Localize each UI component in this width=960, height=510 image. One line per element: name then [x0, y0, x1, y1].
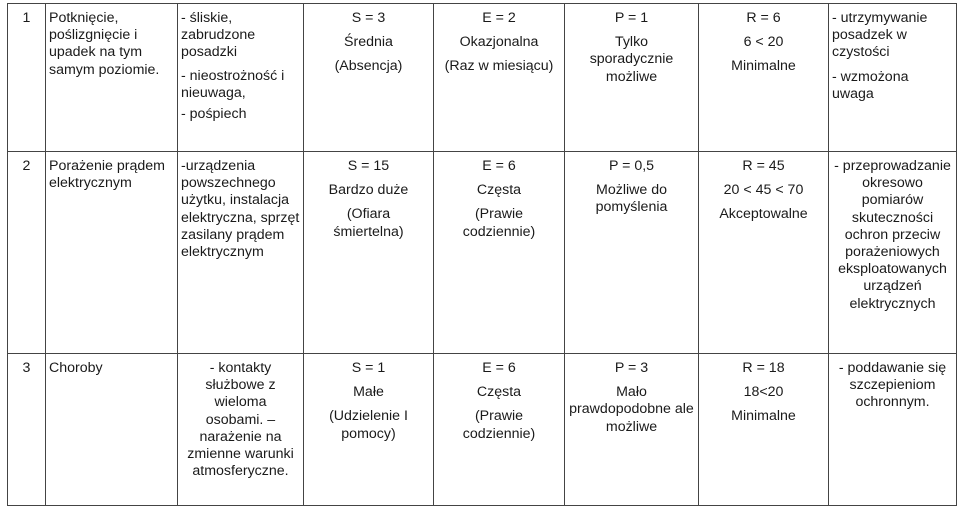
risk-cell: R = 6 6 < 20 Minimalne	[699, 4, 829, 152]
risk-cell: R = 18 18<20 Minimalne	[699, 354, 829, 506]
hazard-cell: Choroby	[46, 354, 178, 506]
probability-cell: P = 1 Tylko sporadycznie możliwe	[565, 4, 699, 152]
table-row	[8, 4, 957, 152]
risk-assessment-table	[7, 3, 957, 506]
severity-cell: S = 15 Bardzo duże (Ofiara śmiertelna)	[304, 152, 434, 354]
hazard-source-cell: -urządzenia powszechnego użytku, instalacja elektryczna, sprzęt zasilany prądem elektrycznym	[178, 152, 304, 354]
preventive-measures-cell: - utrzymywanie posadzek w czystości - wzmożona uwaga	[829, 4, 957, 152]
preventive-measures-cell: - poddawanie się szczepieniom ochronnym.	[829, 354, 957, 506]
table-row	[8, 152, 957, 354]
hazard-cell: Potknięcie, poślizgnięcie i upadek na tym samym poziomie.	[46, 4, 178, 152]
hazard-source-cell: - kontakty służbowe z wieloma osobami. – narażenie na zmienne warunki atmosferyczne.	[178, 354, 304, 506]
hazard-source-cell: - śliskie, zabrudzone posadzki - nieostrożność i nieuwaga, - pośpiech	[178, 4, 304, 152]
row-number: 3	[8, 354, 46, 506]
probability-cell: P = 0,5 Możliwe do pomyślenia	[565, 152, 699, 354]
table-row	[8, 354, 957, 506]
probability-cell: P = 3 Mało prawdopodobne ale możliwe	[565, 354, 699, 506]
preventive-measures-cell: - przeprowadzanie okresowo pomiarów skuteczności ochron przeciw porażeniowych eksploatowanych urządzeń elektrycznych	[829, 152, 957, 354]
severity-cell: S = 1 Małe (Udzielenie I pomocy)	[304, 354, 434, 506]
row-number: 1	[8, 4, 46, 152]
exposure-cell: E = 2 Okazjonalna (Raz w miesiącu)	[434, 4, 565, 152]
exposure-cell: E = 6 Częsta (Prawie codziennie)	[434, 354, 565, 506]
hazard-cell: Porażenie prądem elektrycznym	[46, 152, 178, 354]
row-number: 2	[8, 152, 46, 354]
risk-cell: R = 45 20 < 45 < 70 Akceptowalne	[699, 152, 829, 354]
severity-cell: S = 3 Średnia (Absencja)	[304, 4, 434, 152]
exposure-cell: E = 6 Częsta (Prawie codziennie)	[434, 152, 565, 354]
